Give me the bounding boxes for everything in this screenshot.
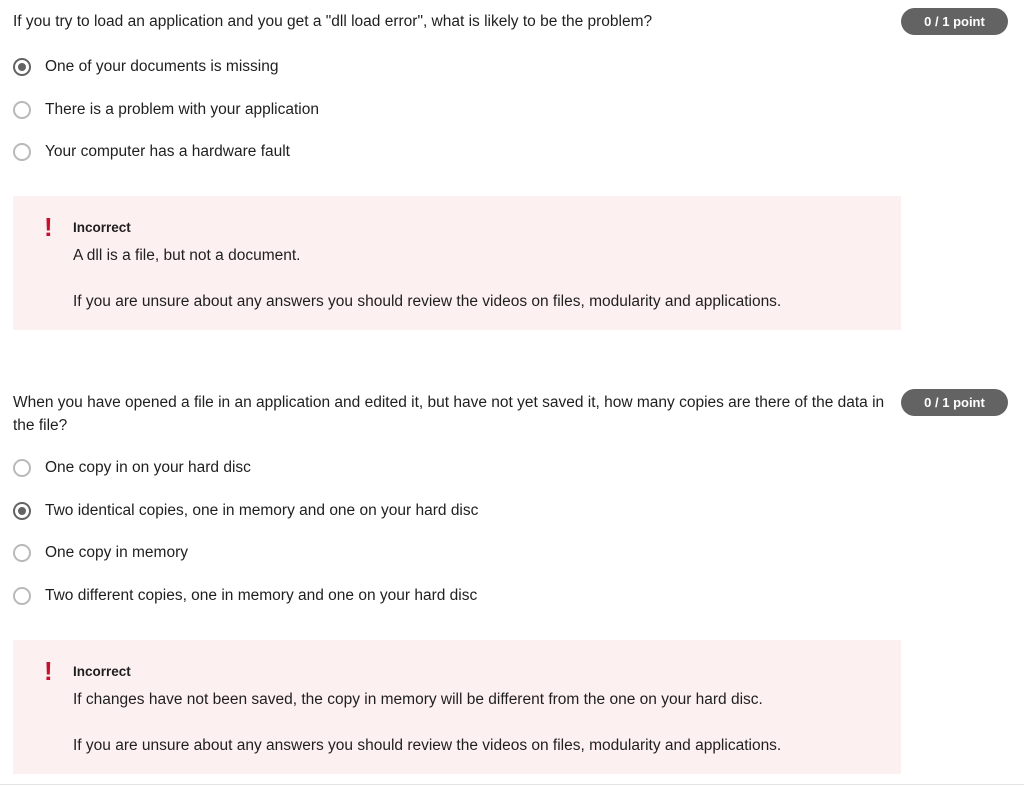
- option-label: One copy in memory: [45, 544, 188, 562]
- question-prompt: When you have opened a file in an application and edited it, but have not yet saved it, how many copies are there of the data in the file?: [13, 394, 885, 434]
- feedback-title: Incorrect: [73, 664, 131, 679]
- option-label: One of your documents is missing: [45, 58, 279, 76]
- option-label: One copy in on your hard disc: [45, 459, 251, 477]
- feedback-text: If changes have not been saved, the copy in memory will be different from the one on your hard disc.: [73, 691, 763, 708]
- answer-options: [13, 447, 478, 617]
- radio-button[interactable]: [13, 143, 31, 161]
- answer-options: [13, 46, 319, 174]
- divider: [0, 784, 1024, 785]
- answer-option[interactable]: [13, 447, 478, 490]
- feedback-text: A dll is a file, but not a document.: [73, 247, 301, 264]
- answer-option[interactable]: [13, 532, 478, 575]
- answer-option[interactable]: [13, 89, 319, 132]
- radio-button[interactable]: [13, 587, 31, 605]
- exclamation-icon: !: [44, 212, 53, 242]
- points-badge: 0 / 1 point: [901, 8, 1008, 35]
- option-label: Your computer has a hardware fault: [45, 143, 290, 161]
- radio-button[interactable]: [13, 544, 31, 562]
- radio-button-selected[interactable]: [13, 502, 31, 520]
- feedback-title: Incorrect: [73, 220, 131, 235]
- points-badge: 0 / 1 point: [901, 389, 1008, 416]
- option-label: There is a problem with your application: [45, 100, 319, 118]
- feedback-note: If you are unsure about any answers you should review the videos on files, modularity and applications.: [73, 737, 782, 754]
- feedback-panel: [13, 196, 901, 330]
- answer-option[interactable]: [13, 490, 478, 533]
- feedback-panel: [13, 640, 901, 774]
- option-label: Two different copies, one in memory and one on your hard disc: [45, 586, 478, 604]
- radio-button-selected[interactable]: [13, 58, 31, 76]
- answer-option[interactable]: [13, 46, 319, 89]
- question-prompt: If you try to load an application and you get a "dll load error", what is likely to be the problem?: [13, 13, 653, 30]
- answer-option[interactable]: [13, 131, 319, 174]
- exclamation-icon: !: [44, 656, 53, 686]
- radio-button[interactable]: [13, 459, 31, 477]
- option-label: Two identical copies, one in memory and one on your hard disc: [45, 501, 479, 519]
- answer-option[interactable]: [13, 575, 478, 618]
- radio-button[interactable]: [13, 101, 31, 119]
- feedback-note: If you are unsure about any answers you should review the videos on files, modularity and applications.: [73, 293, 782, 310]
